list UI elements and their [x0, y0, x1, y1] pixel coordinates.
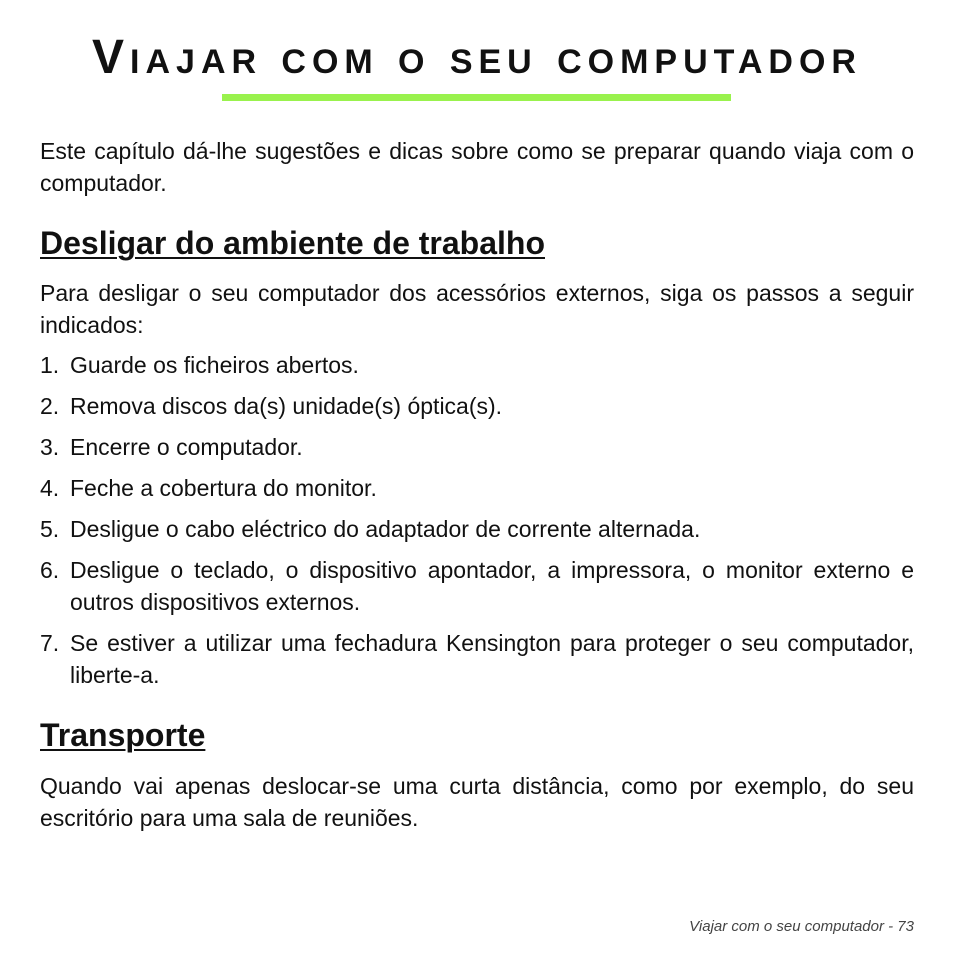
chapter-title: Viajar com o seu computador	[92, 31, 862, 84]
section-transporte-intro: Quando vai apenas deslocar-se uma curta distância, como por exemplo, do seu escritório para uma sala de reuniões.	[40, 773, 914, 831]
list-item	[40, 472, 914, 504]
step-text: Guarde os ficheiros abertos.	[70, 352, 359, 378]
step-number: 1.	[40, 352, 60, 378]
step-number: 5.	[40, 516, 60, 542]
step-text: Encerre o computador.	[70, 434, 303, 460]
title-underline-bar	[222, 94, 731, 101]
section-desligar-intro: Para desligar o seu computador dos acessórios externos, siga os passos a seguir indicados:	[40, 280, 914, 338]
step-text: Desligue o teclado, o dispositivo apontador, a impressora, o monitor externo e outros dispositivos externos.	[70, 557, 914, 615]
step-number: 6.	[40, 557, 60, 583]
section-heading-transporte: Transporte	[40, 717, 206, 753]
page-footer: Viajar com o seu computador - 73	[689, 918, 914, 935]
intro-paragraph: Este capítulo dá-lhe sugestões e dicas sobre como se preparar quando viaja com o computador.	[40, 138, 914, 196]
step-text: Feche a cobertura do monitor.	[70, 475, 377, 501]
list-item	[40, 349, 914, 381]
step-number: 4.	[40, 475, 60, 501]
step-number: 7.	[40, 630, 60, 656]
step-text: Desligue o cabo eléctrico do adaptador de corrente alternada.	[70, 516, 701, 542]
list-item	[40, 513, 914, 545]
step-text: Remova discos da(s) unidade(s) óptica(s).	[70, 393, 503, 419]
step-text: Se estiver a utilizar uma fechadura Kensington para proteger o seu computador, liberte-a.	[70, 630, 914, 688]
steps-list	[40, 349, 914, 700]
section-heading-desligar: Desligar do ambiente de trabalho	[40, 225, 545, 261]
step-number: 3.	[40, 434, 60, 460]
step-number: 2.	[40, 393, 60, 419]
list-item	[40, 390, 914, 422]
list-item	[40, 627, 914, 691]
list-item	[40, 554, 914, 618]
list-item	[40, 431, 914, 463]
